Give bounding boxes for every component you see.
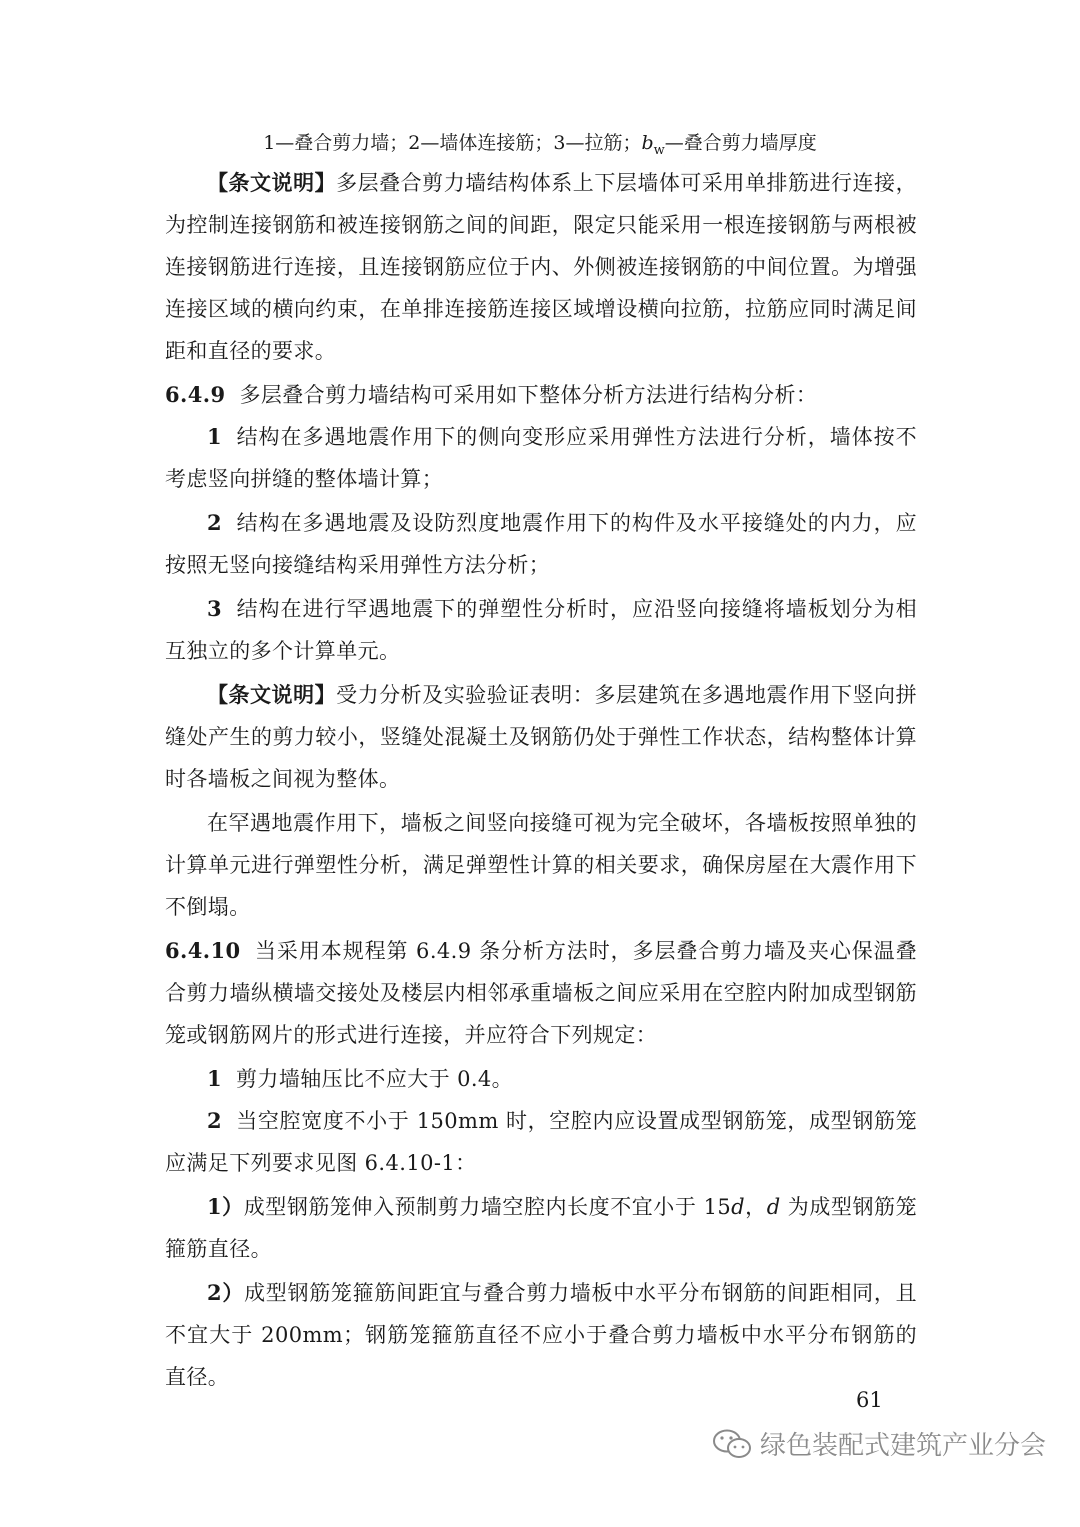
clause-number: 6.4.9 <box>165 382 226 407</box>
subitem-text-c: 为成型钢筋笼箍筋直径。 <box>165 1195 917 1261</box>
item-number: 2 <box>207 1108 223 1133</box>
commentary-label: 【条文说明】 <box>207 682 337 707</box>
watermark-text: 绿色装配式建筑产业分会 <box>760 1431 1047 1461</box>
item-number: 2 <box>207 510 223 535</box>
page-number: 61 <box>856 1388 883 1412</box>
item-text: 结构在多遇地震作用下的侧向变形应采用弹性方法进行分析，墙体按不考虑竖向拼缝的整体墙计算； <box>165 425 917 491</box>
clause-6-4-9-item-2 <box>165 502 917 586</box>
subitem-text: 成型钢筋笼箍筋间距宜与叠合剪力墙板中水平分布钢筋的间距相同，且不宜大于 200mm；钢筋笼箍筋直径不应小于叠合剪力墙板中水平分布钢筋的直径。 <box>165 1281 917 1389</box>
subitem-number: 1） <box>207 1194 244 1219</box>
subitem-text-b: ， <box>745 1195 767 1219</box>
clause-6-4-9 <box>165 374 917 416</box>
item-number: 3 <box>207 596 223 621</box>
clause-text: 当采用本规程第 6.4.9 条分析方法时，多层叠合剪力墙及夹心保温叠合剪力墙纵横墙交接处及楼层内相邻承重墙板之间应采用在空腔内附加成型钢筋笼或钢筋网片的形式进行连接，并应符合下列规定： <box>165 939 917 1047</box>
commentary-text: 受力分析及实验验证表明：多层建筑在多遇地震作用下竖向拼缝处产生的剪力较小，竖缝处混凝土及钢筋仍处于弹性工作状态，结构整体计算时各墙板之间视为整体。 <box>165 683 917 791</box>
clause-6-4-9-item-1 <box>165 416 917 500</box>
item-text: 剪力墙轴压比不应大于 0.4。 <box>236 1067 514 1091</box>
figure-caption <box>0 128 1080 158</box>
caption-part2: —叠合剪力墙厚度 <box>664 132 817 154</box>
item-text: 结构在进行罕遇地震下的弹塑性分析时，应沿竖向接缝将墙板划分为相互独立的多个计算单元。 <box>165 597 917 663</box>
wechat-icon <box>712 1428 752 1460</box>
clause-6-4-10-subitem-1 <box>165 1186 917 1270</box>
clause-6-4-10-subitem-2 <box>165 1272 917 1398</box>
wechat-watermark <box>712 1425 1046 1462</box>
item-text: 结构在多遇地震及设防烈度地震作用下的构件及水平接缝处的内力，应按照无竖向接缝结构采用弹性方法分析； <box>165 511 917 577</box>
caption-symbol: b <box>641 132 654 154</box>
item-text: 当空腔宽度不小于 150mm 时，空腔内应设置成型钢筋笼，成型钢筋笼应满足下列要求见图 6.4.10-1： <box>165 1109 917 1175</box>
item-number: 1 <box>207 1066 223 1091</box>
symbol-d: d <box>731 1195 746 1219</box>
commentary-paragraph-1 <box>165 162 917 372</box>
caption-part1: 1—叠合剪力墙；2—墙体连接筋；3—拉筋； <box>263 132 642 154</box>
subitem-text-a: 成型钢筋笼伸入预制剪力墙空腔内长度不宜小于 15 <box>243 1195 732 1219</box>
clause-6-4-10-item-2 <box>165 1100 917 1184</box>
commentary-paragraph-3: 在罕遇地震作用下，墙板之间竖向接缝可视为完全破坏，各墙板按照单独的计算单元进行弹塑性分析，满足弹塑性计算的相关要求，确保房屋在大震作用下不倒塌。 <box>165 811 917 919</box>
caption-subscript: w <box>653 142 665 158</box>
symbol-d: d <box>766 1195 781 1219</box>
commentary-text: 多层叠合剪力墙结构体系上下层墙体可采用单排筋进行连接，为控制连接钢筋和被连接钢筋之间的间距，限定只能采用一根连接钢筋与两根被连接钢筋进行连接，且连接钢筋应位于内、外侧被连接钢筋的中间位置。为增强连接区域的横向约束，在单排连接筋连接区域增设横向拉筋，拉筋应同时满足间距和直径的要求。 <box>165 171 917 363</box>
clause-number: 6.4.10 <box>165 938 241 963</box>
commentary-paragraph-2 <box>165 674 917 800</box>
item-number: 1 <box>207 424 223 449</box>
subitem-number: 2） <box>207 1280 245 1305</box>
clause-6-4-9-item-3 <box>165 588 917 672</box>
commentary-label: 【条文说明】 <box>207 170 337 195</box>
clause-6-4-10-item-1 <box>165 1058 917 1100</box>
clause-6-4-10 <box>165 930 917 1056</box>
clause-text: 多层叠合剪力墙结构可采用如下整体分析方法进行结构分析： <box>239 383 818 407</box>
